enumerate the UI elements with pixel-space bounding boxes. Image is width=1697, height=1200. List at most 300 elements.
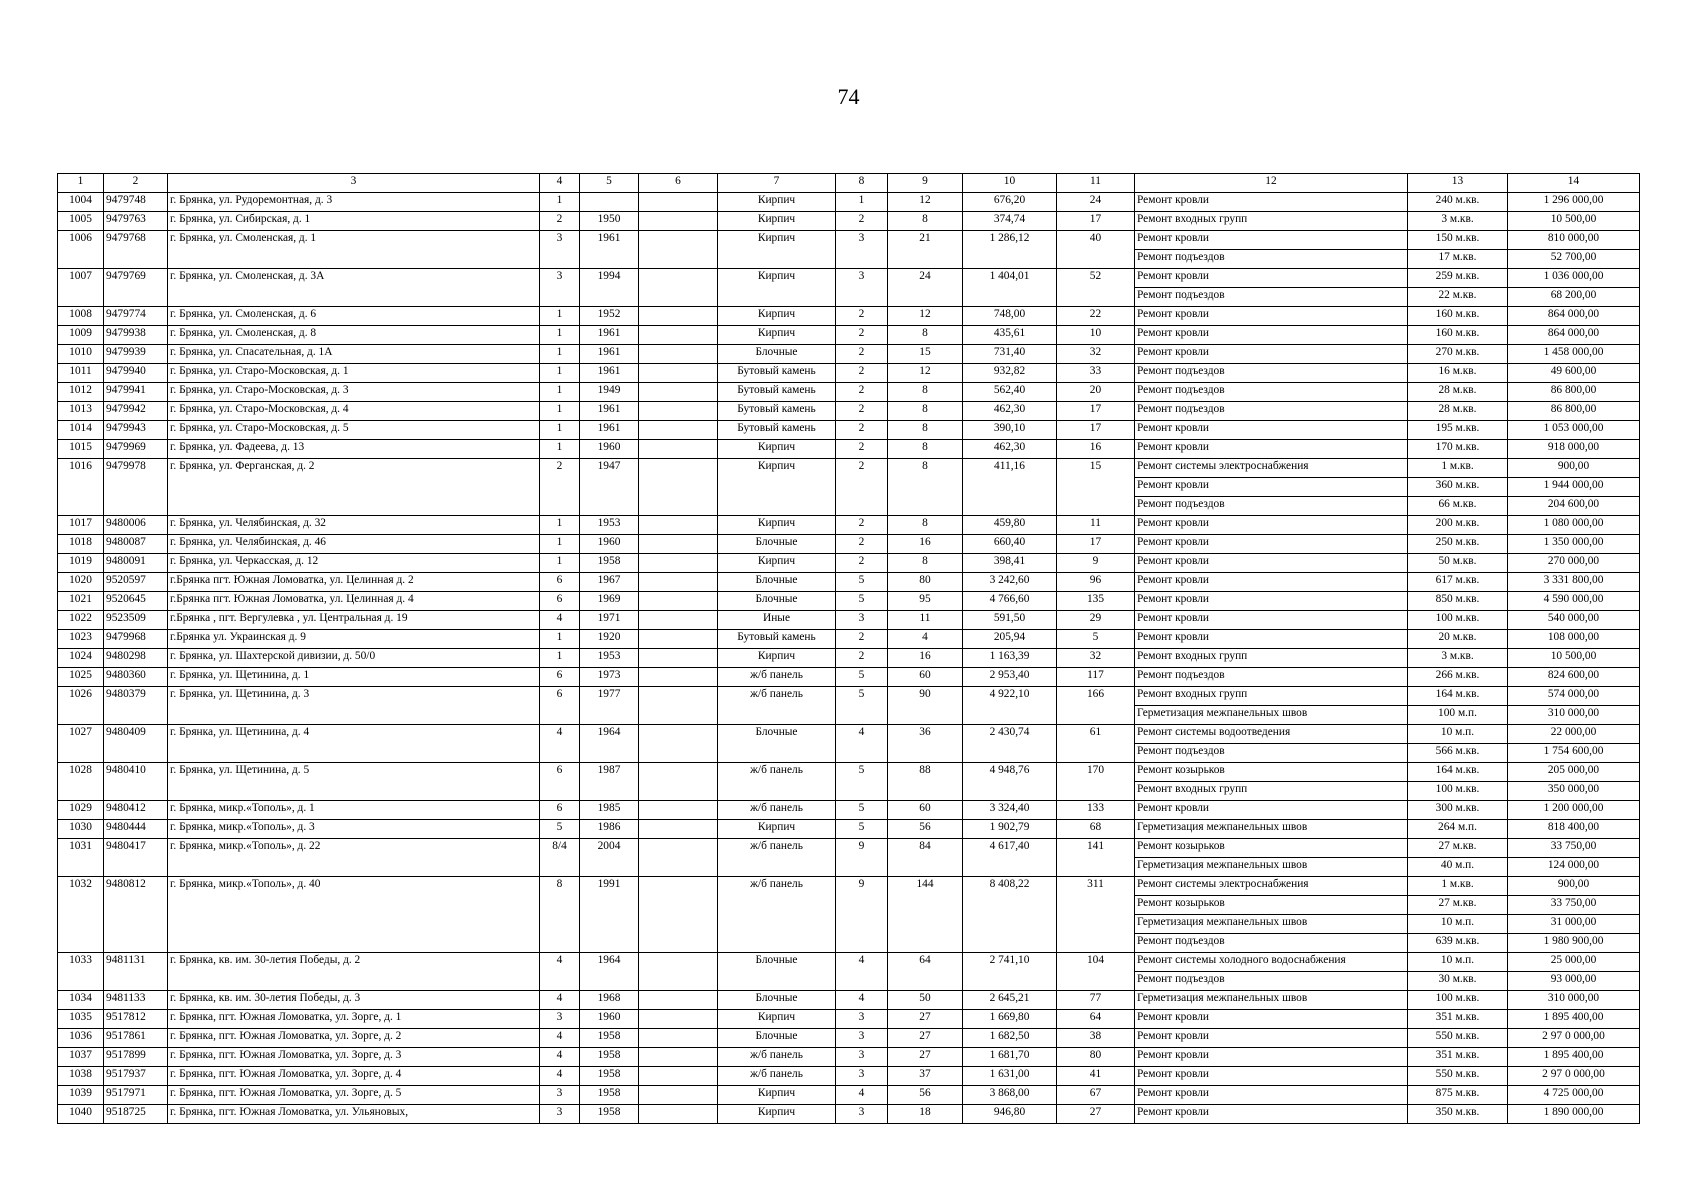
- col-6-cell: [639, 326, 718, 345]
- col-8-cell: 5: [836, 687, 888, 725]
- work-type-cell: Ремонт кровли: [1135, 611, 1408, 630]
- wall-material-cell: Бутовый камень: [718, 421, 836, 440]
- year-built-cell: 1958: [580, 554, 639, 573]
- work-type-cell: Ремонт кровли: [1135, 535, 1408, 554]
- col-11-cell: 40: [1057, 231, 1135, 269]
- building-code-cell: 9480006: [104, 516, 168, 535]
- address-cell: г. Брянка, ул. Старо-Московская, д. 5: [168, 421, 540, 440]
- work-cost-cell: 1 980 900,00: [1508, 934, 1640, 953]
- column-header: 13: [1408, 174, 1508, 193]
- col-4-cell: 4: [540, 991, 580, 1010]
- work-cost-cell: 31 000,00: [1508, 915, 1640, 934]
- col-6-cell: [639, 668, 718, 687]
- year-built-cell: 1969: [580, 592, 639, 611]
- col-8-cell: 4: [836, 953, 888, 991]
- work-cost-cell: 10 500,00: [1508, 212, 1640, 231]
- work-cost-cell: 1 350 000,00: [1508, 535, 1640, 554]
- work-cost-cell: 204 600,00: [1508, 497, 1640, 516]
- row-number-cell: 1023: [58, 630, 104, 649]
- work-cost-cell: 810 000,00: [1508, 231, 1640, 250]
- building-code-cell: 9520645: [104, 592, 168, 611]
- col-4-cell: 1: [540, 326, 580, 345]
- table-row: [58, 440, 1640, 459]
- building-code-cell: 9479774: [104, 307, 168, 326]
- col-8-cell: 3: [836, 231, 888, 269]
- address-cell: г. Брянка, ул. Челябинская, д. 32: [168, 516, 540, 535]
- row-number-cell: 1011: [58, 364, 104, 383]
- col-6-cell: [639, 687, 718, 725]
- col-6-cell: [639, 877, 718, 953]
- table-row: [58, 326, 1640, 345]
- col-4-cell: 1: [540, 649, 580, 668]
- table-row: [58, 668, 1640, 687]
- work-volume-cell: 27 м.кв.: [1408, 896, 1508, 915]
- col-11-cell: 17: [1057, 421, 1135, 440]
- col-9-cell: 4: [888, 630, 963, 649]
- col-9-cell: 88: [888, 763, 963, 801]
- col-8-cell: 5: [836, 820, 888, 839]
- col-6-cell: [639, 649, 718, 668]
- col-4-cell: 4: [540, 953, 580, 991]
- building-code-cell: 9517937: [104, 1067, 168, 1086]
- address-cell: г. Брянка, ул. Шахтерской дивизии, д. 50/0: [168, 649, 540, 668]
- wall-material-cell: Кирпич: [718, 231, 836, 269]
- year-built-cell: 1949: [580, 383, 639, 402]
- row-number-cell: 1013: [58, 402, 104, 421]
- column-header: 8: [836, 174, 888, 193]
- col-6-cell: [639, 345, 718, 364]
- area-cell: 748,00: [963, 307, 1057, 326]
- address-cell: г.Брянка ул. Украинская д. 9: [168, 630, 540, 649]
- address-cell: г. Брянка, ул. Старо-Московская, д. 1: [168, 364, 540, 383]
- row-number-cell: 1037: [58, 1048, 104, 1067]
- col-4-cell: 6: [540, 668, 580, 687]
- area-cell: 1 681,70: [963, 1048, 1057, 1067]
- col-9-cell: 8: [888, 402, 963, 421]
- housing-repair-table: [57, 173, 1640, 1124]
- column-header: 14: [1508, 174, 1640, 193]
- col-9-cell: 56: [888, 820, 963, 839]
- work-volume-cell: 639 м.кв.: [1408, 934, 1508, 953]
- work-type-cell: Герметизация межпанельных швов: [1135, 991, 1408, 1010]
- work-type-cell: Ремонт входных групп: [1135, 649, 1408, 668]
- wall-material-cell: ж/б панель: [718, 1067, 836, 1086]
- address-cell: г. Брянка, микр.«Тополь», д. 40: [168, 877, 540, 953]
- row-number-cell: 1036: [58, 1029, 104, 1048]
- building-code-cell: 9479763: [104, 212, 168, 231]
- address-cell: г. Брянка, ул. Щетинина, д. 4: [168, 725, 540, 763]
- row-number-cell: 1039: [58, 1086, 104, 1105]
- col-11-cell: 170: [1057, 763, 1135, 801]
- row-number-cell: 1018: [58, 535, 104, 554]
- address-cell: г. Брянка, ул. Черкасская, д. 12: [168, 554, 540, 573]
- address-cell: г. Брянка, ул. Щетинина, д. 5: [168, 763, 540, 801]
- col-9-cell: 12: [888, 364, 963, 383]
- address-cell: г. Брянка, кв. им. 30-летия Победы, д. 2: [168, 953, 540, 991]
- work-type-cell: Ремонт системы электроснабжения: [1135, 877, 1408, 896]
- area-cell: 4 922,10: [963, 687, 1057, 725]
- work-cost-cell: 108 000,00: [1508, 630, 1640, 649]
- work-volume-cell: 10 м.п.: [1408, 953, 1508, 972]
- wall-material-cell: Кирпич: [718, 1010, 836, 1029]
- col-4-cell: 6: [540, 801, 580, 820]
- area-cell: 462,30: [963, 440, 1057, 459]
- work-cost-cell: 1 200 000,00: [1508, 801, 1640, 820]
- year-built-cell: 1953: [580, 649, 639, 668]
- work-volume-cell: 66 м.кв.: [1408, 497, 1508, 516]
- work-type-cell: Ремонт кровли: [1135, 193, 1408, 212]
- col-11-cell: 9: [1057, 554, 1135, 573]
- wall-material-cell: Кирпич: [718, 193, 836, 212]
- table-row: [58, 1010, 1640, 1029]
- building-code-cell: 9480360: [104, 668, 168, 687]
- work-volume-cell: 10 м.п.: [1408, 915, 1508, 934]
- col-6-cell: [639, 611, 718, 630]
- work-cost-cell: 22 000,00: [1508, 725, 1640, 744]
- building-code-cell: 9480444: [104, 820, 168, 839]
- row-number-cell: 1033: [58, 953, 104, 991]
- row-number-cell: 1020: [58, 573, 104, 592]
- year-built-cell: 1953: [580, 516, 639, 535]
- work-volume-cell: 351 м.кв.: [1408, 1048, 1508, 1067]
- col-11-cell: 311: [1057, 877, 1135, 953]
- work-volume-cell: 1 м.кв.: [1408, 877, 1508, 896]
- work-cost-cell: 1 944 000,00: [1508, 478, 1640, 497]
- building-code-cell: 9481131: [104, 953, 168, 991]
- col-11-cell: 29: [1057, 611, 1135, 630]
- table-row: [58, 820, 1640, 839]
- col-11-cell: 33: [1057, 364, 1135, 383]
- table-row: [58, 535, 1640, 554]
- column-header: 4: [540, 174, 580, 193]
- work-volume-cell: 100 м.кв.: [1408, 991, 1508, 1010]
- work-volume-cell: 17 м.кв.: [1408, 250, 1508, 269]
- work-cost-cell: 818 400,00: [1508, 820, 1640, 839]
- col-11-cell: 133: [1057, 801, 1135, 820]
- col-6-cell: [639, 763, 718, 801]
- work-cost-cell: 124 000,00: [1508, 858, 1640, 877]
- column-header: 10: [963, 174, 1057, 193]
- building-code-cell: 9479969: [104, 440, 168, 459]
- work-cost-cell: 4 725 000,00: [1508, 1086, 1640, 1105]
- col-9-cell: 60: [888, 801, 963, 820]
- col-4-cell: 1: [540, 421, 580, 440]
- work-type-cell: Ремонт подъездов: [1135, 402, 1408, 421]
- area-cell: 374,74: [963, 212, 1057, 231]
- col-11-cell: 24: [1057, 193, 1135, 212]
- building-code-cell: 9480087: [104, 535, 168, 554]
- col-11-cell: 11: [1057, 516, 1135, 535]
- table-row: [58, 839, 1640, 858]
- col-9-cell: 8: [888, 212, 963, 231]
- work-volume-cell: 100 м.кв.: [1408, 782, 1508, 801]
- work-cost-cell: 350 000,00: [1508, 782, 1640, 801]
- col-8-cell: 2: [836, 402, 888, 421]
- row-number-cell: 1006: [58, 231, 104, 269]
- row-number-cell: 1034: [58, 991, 104, 1010]
- area-cell: 1 669,80: [963, 1010, 1057, 1029]
- address-cell: г. Брянка, ул. Смоленская, д. 1: [168, 231, 540, 269]
- address-cell: г. Брянка, кв. им. 30-летия Победы, д. 3: [168, 991, 540, 1010]
- work-type-cell: Ремонт подъездов: [1135, 288, 1408, 307]
- col-8-cell: 4: [836, 1086, 888, 1105]
- row-number-cell: 1014: [58, 421, 104, 440]
- wall-material-cell: Бутовый камень: [718, 630, 836, 649]
- table-row: [58, 649, 1640, 668]
- wall-material-cell: Бутовый камень: [718, 383, 836, 402]
- col-9-cell: 80: [888, 573, 963, 592]
- col-11-cell: 17: [1057, 402, 1135, 421]
- row-number-cell: 1008: [58, 307, 104, 326]
- work-volume-cell: 16 м.кв.: [1408, 364, 1508, 383]
- building-code-cell: 9479968: [104, 630, 168, 649]
- wall-material-cell: Кирпич: [718, 820, 836, 839]
- col-6-cell: [639, 231, 718, 269]
- work-volume-cell: 160 м.кв.: [1408, 326, 1508, 345]
- building-code-cell: 9479978: [104, 459, 168, 516]
- work-type-cell: Ремонт входных групп: [1135, 687, 1408, 706]
- work-type-cell: Ремонт кровли: [1135, 1086, 1408, 1105]
- work-type-cell: Ремонт входных групп: [1135, 212, 1408, 231]
- col-6-cell: [639, 725, 718, 763]
- address-cell: г. Брянка, ул. Челябинская, д. 46: [168, 535, 540, 554]
- work-volume-cell: 850 м.кв.: [1408, 592, 1508, 611]
- table-row: [58, 801, 1640, 820]
- work-type-cell: Ремонт кровли: [1135, 1105, 1408, 1124]
- building-code-cell: 9479943: [104, 421, 168, 440]
- work-type-cell: Ремонт козырьков: [1135, 839, 1408, 858]
- work-cost-cell: 2 97 0 000,00: [1508, 1067, 1640, 1086]
- col-8-cell: 3: [836, 611, 888, 630]
- building-code-cell: 9480410: [104, 763, 168, 801]
- work-type-cell: Ремонт кровли: [1135, 269, 1408, 288]
- work-cost-cell: 33 750,00: [1508, 896, 1640, 915]
- work-volume-cell: 351 м.кв.: [1408, 1010, 1508, 1029]
- work-type-cell: Ремонт кровли: [1135, 307, 1408, 326]
- col-6-cell: [639, 1086, 718, 1105]
- wall-material-cell: Кирпич: [718, 269, 836, 307]
- col-6-cell: [639, 440, 718, 459]
- area-cell: 4 948,76: [963, 763, 1057, 801]
- col-11-cell: 17: [1057, 212, 1135, 231]
- year-built-cell: 1958: [580, 1086, 639, 1105]
- col-11-cell: 17: [1057, 535, 1135, 554]
- col-9-cell: 64: [888, 953, 963, 991]
- work-volume-cell: 566 м.кв.: [1408, 744, 1508, 763]
- year-built-cell: 1986: [580, 820, 639, 839]
- table-row: [58, 212, 1640, 231]
- col-8-cell: 2: [836, 516, 888, 535]
- col-8-cell: 4: [836, 991, 888, 1010]
- col-9-cell: 37: [888, 1067, 963, 1086]
- year-built-cell: 1952: [580, 307, 639, 326]
- area-cell: 4 766,60: [963, 592, 1057, 611]
- work-volume-cell: 195 м.кв.: [1408, 421, 1508, 440]
- col-4-cell: 4: [540, 1067, 580, 1086]
- row-number-cell: 1029: [58, 801, 104, 820]
- work-cost-cell: 864 000,00: [1508, 326, 1640, 345]
- work-volume-cell: 150 м.кв.: [1408, 231, 1508, 250]
- col-8-cell: 2: [836, 535, 888, 554]
- col-9-cell: 50: [888, 991, 963, 1010]
- address-cell: г. Брянка, ул. Смоленская, д. 8: [168, 326, 540, 345]
- row-number-cell: 1024: [58, 649, 104, 668]
- year-built-cell: 1958: [580, 1048, 639, 1067]
- work-volume-cell: 160 м.кв.: [1408, 307, 1508, 326]
- col-6-cell: [639, 307, 718, 326]
- col-9-cell: 27: [888, 1010, 963, 1029]
- col-4-cell: 1: [540, 383, 580, 402]
- col-6-cell: [639, 1048, 718, 1067]
- table-row: [58, 364, 1640, 383]
- year-built-cell: 1960: [580, 1010, 639, 1029]
- wall-material-cell: Кирпич: [718, 649, 836, 668]
- building-code-cell: 9520597: [104, 573, 168, 592]
- work-cost-cell: 4 590 000,00: [1508, 592, 1640, 611]
- work-type-cell: Ремонт кровли: [1135, 573, 1408, 592]
- col-8-cell: 2: [836, 383, 888, 402]
- col-4-cell: 3: [540, 1086, 580, 1105]
- col-11-cell: 10: [1057, 326, 1135, 345]
- col-11-cell: 41: [1057, 1067, 1135, 1086]
- col-6-cell: [639, 421, 718, 440]
- year-built-cell: 1961: [580, 421, 639, 440]
- col-11-cell: 64: [1057, 1010, 1135, 1029]
- work-cost-cell: 310 000,00: [1508, 706, 1640, 725]
- area-cell: 1 682,50: [963, 1029, 1057, 1048]
- building-code-cell: 9479941: [104, 383, 168, 402]
- work-type-cell: Ремонт кровли: [1135, 1067, 1408, 1086]
- work-cost-cell: 864 000,00: [1508, 307, 1640, 326]
- work-type-cell: Ремонт подъездов: [1135, 744, 1408, 763]
- year-built-cell: 1947: [580, 459, 639, 516]
- area-cell: 3 242,60: [963, 573, 1057, 592]
- area-cell: 435,61: [963, 326, 1057, 345]
- work-type-cell: Герметизация межпанельных швов: [1135, 915, 1408, 934]
- work-type-cell: Ремонт козырьков: [1135, 896, 1408, 915]
- work-type-cell: Ремонт кровли: [1135, 1048, 1408, 1067]
- year-built-cell: 1960: [580, 440, 639, 459]
- work-type-cell: Ремонт подъездов: [1135, 383, 1408, 402]
- col-6-cell: [639, 1029, 718, 1048]
- row-number-cell: 1035: [58, 1010, 104, 1029]
- table-row: [58, 592, 1640, 611]
- work-cost-cell: 10 500,00: [1508, 649, 1640, 668]
- area-cell: 1 163,39: [963, 649, 1057, 668]
- work-cost-cell: 3 331 800,00: [1508, 573, 1640, 592]
- table-row: [58, 1105, 1640, 1124]
- work-volume-cell: 22 м.кв.: [1408, 288, 1508, 307]
- work-volume-cell: 40 м.п.: [1408, 858, 1508, 877]
- address-cell: г. Брянка, микр.«Тополь», д. 3: [168, 820, 540, 839]
- col-6-cell: [639, 592, 718, 611]
- col-9-cell: 11: [888, 611, 963, 630]
- area-cell: 390,10: [963, 421, 1057, 440]
- col-9-cell: 144: [888, 877, 963, 953]
- table-row: [58, 991, 1640, 1010]
- wall-material-cell: ж/б панель: [718, 687, 836, 725]
- row-number-cell: 1030: [58, 820, 104, 839]
- table-row: [58, 1067, 1640, 1086]
- year-built-cell: 1961: [580, 326, 639, 345]
- area-cell: 946,80: [963, 1105, 1057, 1124]
- work-type-cell: Ремонт кровли: [1135, 440, 1408, 459]
- col-9-cell: 36: [888, 725, 963, 763]
- col-4-cell: 5: [540, 820, 580, 839]
- table-row: [58, 459, 1640, 478]
- work-volume-cell: 164 м.кв.: [1408, 687, 1508, 706]
- work-cost-cell: 310 000,00: [1508, 991, 1640, 1010]
- building-code-cell: 9517812: [104, 1010, 168, 1029]
- row-number-cell: 1026: [58, 687, 104, 725]
- row-number-cell: 1019: [58, 554, 104, 573]
- col-4-cell: 6: [540, 592, 580, 611]
- work-volume-cell: 200 м.кв.: [1408, 516, 1508, 535]
- work-type-cell: Герметизация межпанельных швов: [1135, 820, 1408, 839]
- work-cost-cell: 93 000,00: [1508, 972, 1640, 991]
- work-volume-cell: 20 м.кв.: [1408, 630, 1508, 649]
- year-built-cell: 1961: [580, 231, 639, 269]
- col-11-cell: 20: [1057, 383, 1135, 402]
- work-volume-cell: 28 м.кв.: [1408, 402, 1508, 421]
- table-row: [58, 193, 1640, 212]
- col-11-cell: 38: [1057, 1029, 1135, 1048]
- row-number-cell: 1040: [58, 1105, 104, 1124]
- col-9-cell: 16: [888, 535, 963, 554]
- col-8-cell: 2: [836, 345, 888, 364]
- col-4-cell: 1: [540, 516, 580, 535]
- col-6-cell: [639, 573, 718, 592]
- col-11-cell: 104: [1057, 953, 1135, 991]
- wall-material-cell: Кирпич: [718, 516, 836, 535]
- col-8-cell: 2: [836, 459, 888, 516]
- wall-material-cell: Иные: [718, 611, 836, 630]
- wall-material-cell: Блочные: [718, 725, 836, 763]
- work-type-cell: Ремонт кровли: [1135, 231, 1408, 250]
- col-8-cell: 3: [836, 1105, 888, 1124]
- work-type-cell: Герметизация межпанельных швов: [1135, 706, 1408, 725]
- col-8-cell: 2: [836, 554, 888, 573]
- col-4-cell: 3: [540, 269, 580, 307]
- area-cell: 1 631,00: [963, 1067, 1057, 1086]
- col-9-cell: 27: [888, 1048, 963, 1067]
- work-cost-cell: 68 200,00: [1508, 288, 1640, 307]
- wall-material-cell: Блочные: [718, 991, 836, 1010]
- work-cost-cell: 86 800,00: [1508, 402, 1640, 421]
- col-8-cell: 5: [836, 592, 888, 611]
- column-header: 11: [1057, 174, 1135, 193]
- col-8-cell: 1: [836, 193, 888, 212]
- col-4-cell: 2: [540, 459, 580, 516]
- col-11-cell: 117: [1057, 668, 1135, 687]
- table-row: [58, 421, 1640, 440]
- table-row: [58, 611, 1640, 630]
- area-cell: 3 868,00: [963, 1086, 1057, 1105]
- col-6-cell: [639, 535, 718, 554]
- address-cell: г. Брянка, ул. Щетинина, д. 1: [168, 668, 540, 687]
- area-cell: 1 404,01: [963, 269, 1057, 307]
- building-code-cell: 9480091: [104, 554, 168, 573]
- col-6-cell: [639, 459, 718, 516]
- area-cell: 1 902,79: [963, 820, 1057, 839]
- table-row: [58, 573, 1640, 592]
- col-4-cell: 3: [540, 231, 580, 269]
- col-6-cell: [639, 953, 718, 991]
- work-type-cell: Ремонт кровли: [1135, 1010, 1408, 1029]
- col-9-cell: 60: [888, 668, 963, 687]
- column-header: 5: [580, 174, 639, 193]
- work-type-cell: Ремонт подъездов: [1135, 364, 1408, 383]
